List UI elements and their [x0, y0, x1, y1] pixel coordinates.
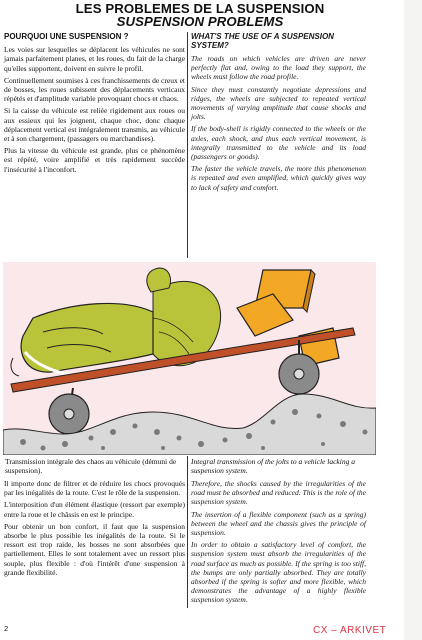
paragraph: Si la caisse du véhicule est reliée rigidement aux roues ou aux essieux qui les joignent, chaque choc, donc chaque déplacement vertical est intégralement transmis, au véhicule et à son chargement, (passagers ou marchandises). — [4, 106, 185, 144]
column-divider — [187, 456, 188, 608]
caption-fr: Transmission intégrale des chaos au véhicule (démuni de suspension). — [5, 457, 177, 475]
caption-en: Integral transmission of the jolts to a vehicle lacking a suspension system. — [191, 457, 355, 475]
rear-wheel — [49, 394, 89, 434]
paragraph: If the body-shell is rigidly connected to the wheels or the axles, each shock, and thus each vertical movement, is integrally transmitted to the vehicle and its load (passengers or goods). — [191, 124, 366, 162]
title-en: SUSPENSION PROBLEMS — [116, 14, 284, 29]
title-fr: LES PROBLEMES DE LA SUSPENSION — [75, 1, 325, 16]
section1-fr-column — [4, 32, 185, 177]
paragraph: The insertion of a flexible component (such as a spring) between the wheel and the chassis gives the principle of suspension. — [191, 509, 366, 538]
paragraph: The roads on which vehicles are driven are never perfectly flat and, owing to the load they support, the wheels must follow the road profile. — [191, 54, 366, 82]
paragraph: Therefore, the shocks caused by the irregularities of the road must be absorbed and reduced. This is the role of the suspension system. — [191, 479, 366, 507]
page-edge — [404, 0, 422, 640]
paragraph: In order to obtain a satisfactory level of comfort, the suspension system must absorb the irregularities of the road surface as much as possible. If the spring is too stiff, the bumps are only partially absorbed. They are totally absorbed if the spring is softer and more flexible, which demonstrates the advantage of a highly flexible suspension system. — [191, 540, 366, 605]
section1-heading-en: WHAT'S THE USE OF A SUSPENSION SYSTEM? — [191, 32, 334, 50]
illustration-drawing — [3, 262, 376, 455]
paragraph: Plus la vitesse du véhicule est grande, plus ce phénomène est répété, voire amplifié et très rapidement succède l'insécurité à l'inconfort. — [4, 146, 185, 174]
section1-en-column — [191, 32, 366, 195]
paragraph: Les voies sur lesquelles se déplacent les véhicules ne sont jamais parfaitement planes, et les roues, du fait de la charge qu'elles supportent, doivent en suivre le profil. — [4, 45, 185, 73]
page-number: 2 — [4, 624, 9, 633]
watermark: CX – ARKIVET — [313, 625, 387, 636]
paragraph: Pour obtenir un bon confort, il faut que la suspension absorbe le plus possible les inégalités de la route. Si le ressort est trop raide, les bosses ne sont absorbées que partiellement. Elles le sont totalement avec un ressort plus souple, plus flexible : d'où l'intérêt d'une suspension à grande flexibilité. — [4, 521, 185, 577]
front-wheel — [279, 354, 319, 394]
paragraph: Continuellement soumises à ces franchissements de creux et de bosses, les roues subissent des déplacements verticaux répétés et d'amplitude variable provoquant chocs et chaos. — [4, 75, 185, 104]
paragraph: Since they must constantly negotiate depressions and ridges, the wheels are subjected to repeated vertical movements of varying amplitude that cause shocks and jolts. — [191, 84, 366, 122]
section2-fr-column — [4, 479, 185, 580]
section1-heading-fr: POURQUOI UNE SUSPENSION ? — [4, 32, 129, 41]
paragraph: Il importe donc de filtrer et de réduire les chocs provoqués par les inégalités de la route. C'est le rôle de la suspension. — [4, 479, 185, 498]
paragraph: L'interposition d'un élément élastique (ressort par exemple) entre la roue et le châssis en est le principe. — [4, 500, 185, 519]
page-title — [0, 2, 400, 28]
paragraph: The faster the vehicle travels, the more this phenomenon is repeated and even amplified, which quickly gives way to lack of safety and comfort. — [191, 164, 366, 192]
column-divider — [187, 32, 188, 258]
illustration-no-suspension — [3, 262, 376, 455]
section2-en-column — [191, 479, 366, 608]
